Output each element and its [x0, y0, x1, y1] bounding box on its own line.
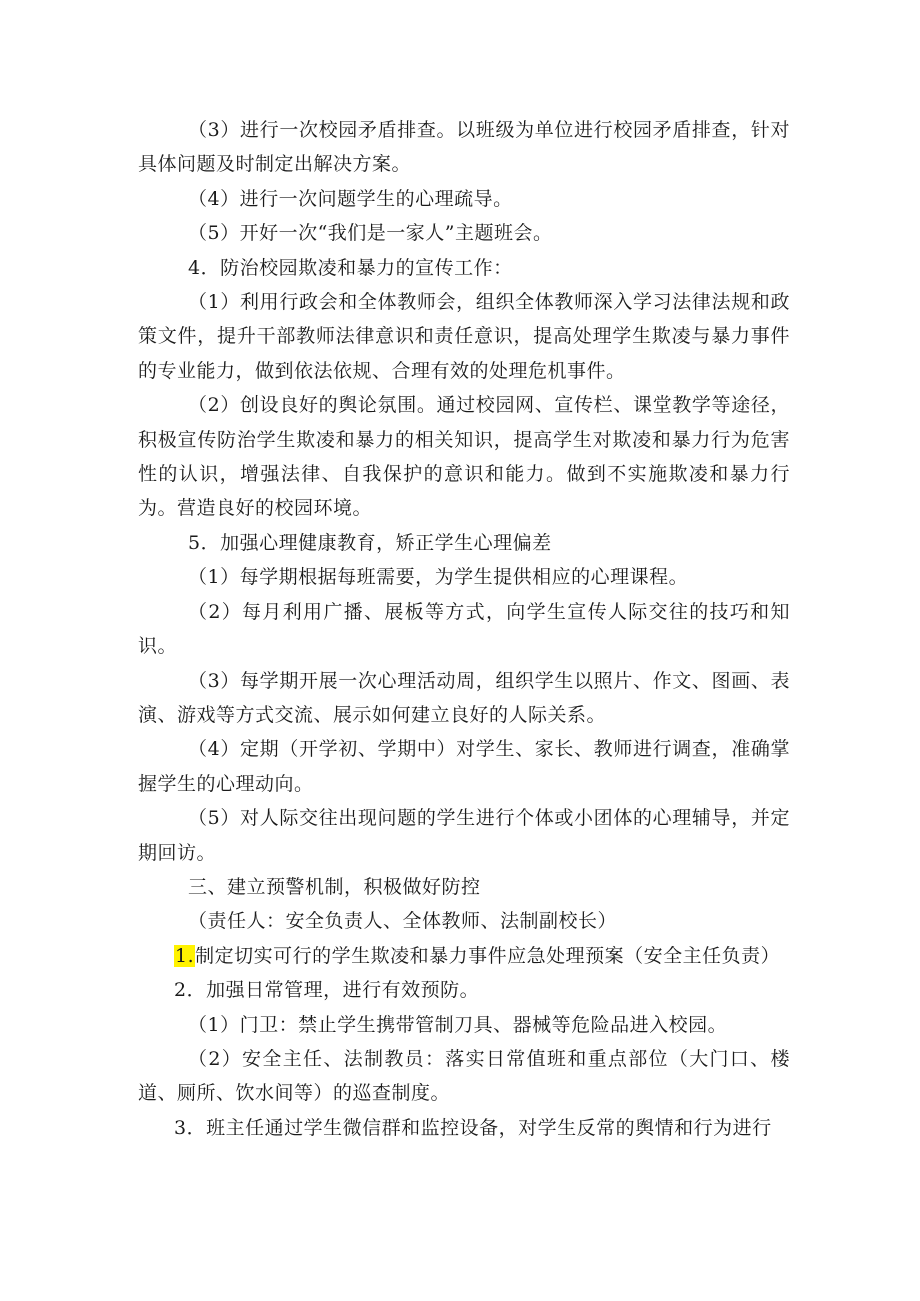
paragraph-3-5: （5）开好一次“我们是一家人”主题班会。 — [188, 222, 553, 245]
paragraph-3-4: （4）进行一次问题学生的心理疏导。 — [188, 187, 513, 210]
responsible-persons-note: （责任人：安全负责人、全体教师、法制副校长） — [188, 910, 618, 933]
item-2-daily-management: 2．加强日常管理，进行有效预防。 — [174, 979, 480, 1002]
item-1-text: 制定切实可行的学生欺凌和暴力事件应急处理预案（安全主任负责） — [195, 944, 781, 967]
paragraph-5-4: （4）定期（开学初、学期中）对学生、家长、教师进行调查，准确掌握学生的心理动向。 — [138, 738, 790, 795]
section-heading-three: 三、建立预警机制，积极做好防控 — [188, 875, 481, 898]
paragraph-5-1: （1）每学期根据每班需要，为学生提供相应的心理课程。 — [188, 566, 689, 589]
section-heading-5: 5．加强心理健康教育，矫正学生心理偏差 — [188, 531, 552, 554]
paragraph-2-1: （1）门卫：禁止学生携带管制刀具、器械等危险品进入校园。 — [188, 1013, 728, 1036]
paragraph-4-1: （1）利用行政会和全体教师会，组织全体教师深入学习法律法规和政策文件，提升干部教师法律意识和责任意识，提高处理学生欺凌与暴力事件的专业能力，做到依法依规、合理有效的处理危机事件。 — [138, 291, 790, 382]
paragraph-4-2: （2）创设良好的舆论氛围。通过校园网、宣传栏、课堂教学等途径，积极宣传防治学生欺凌和暴力的相关知识，提高学生对欺凌和暴力行为危害性的认识，增强法律、自我保护的意识和能力。做到不实施欺凌和暴力行为。营造良好的校园环境。 — [138, 394, 790, 520]
highlighted-number: 1. — [175, 944, 195, 967]
paragraph-2-2: （2）安全主任、法制教员：落实日常值班和重点部位（大门口、楼道、厕所、饮水间等）的巡查制度。 — [138, 1047, 790, 1105]
document-body — [138, 113, 790, 1145]
paragraph-5-2: （2）每月利用广播、展板等方式，向学生宣传人际交往的技巧和知识。 — [138, 600, 790, 658]
paragraph-5-5: （5）对人际交往出现问题的学生进行个体或小团体的心理辅导，并定期回访。 — [138, 807, 790, 864]
section-heading-4: 4．防治校园欺凌和暴力的宣传工作： — [188, 256, 513, 279]
paragraph-5-3: （3）每学期开展一次心理活动周，组织学生以照片、作文、图画、表演、游戏等方式交流、展示如何建立良好的人际关系。 — [138, 669, 790, 726]
item-3-monitoring: 3．班主任通过学生微信群和监控设备，对学生反常的舆情和行为进行 — [174, 1116, 772, 1139]
item-1-emergency-plan — [138, 939, 790, 973]
paragraph-3-3: （3）进行一次校园矛盾排查。以班级为单位进行校园矛盾排查，针对具体问题及时制定出解决方案。 — [138, 119, 790, 176]
